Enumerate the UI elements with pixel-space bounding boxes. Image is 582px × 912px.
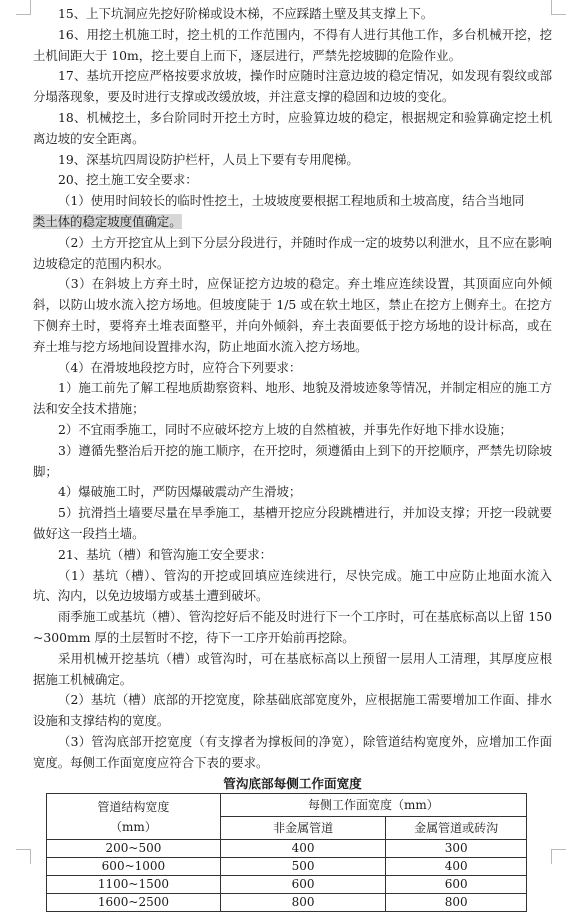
table-row bbox=[47, 840, 527, 858]
paragraph: （1）基坑（槽）、管沟的开挖或回填应连续进行，尽快完成。施工中应防止地面水流入坑、沟内，以免边坡塌方或基土遭到破坏。 bbox=[33, 567, 552, 604]
paragraph: （2）土方开挖宜从上到下分层分段进行，并随时作成一定的坡势以利泄水，且不应在影响边坡稳定的范围内积水。 bbox=[33, 234, 552, 271]
table-cell: 200~500 bbox=[47, 840, 221, 858]
table-row bbox=[47, 894, 527, 912]
paragraph: 18、机械挖土，多台阶同时开挖土方时，应验算边坡的稳定，根据规定和验算确定挖土机离边坡的安全距离。 bbox=[33, 109, 552, 146]
selected-text-highlight: 类土体的稳定坡度值确定。 bbox=[33, 213, 182, 229]
paragraph: 5）抗滑挡土墙要尽量在旱季施工，基槽开挖应分段跳槽进行，并加设支撑；开挖一段就要做好这一段挡土墙。 bbox=[33, 505, 552, 541]
table-cell: 300 bbox=[386, 840, 527, 858]
paragraph: 2）不宜雨季施工，同时不应破坏挖方上坡的自然植被，并事先作好地下排水设施； bbox=[58, 421, 512, 437]
crop-mark-bottom-right bbox=[551, 849, 566, 864]
table-cell: 400 bbox=[386, 858, 527, 876]
table-cell: 600 bbox=[386, 876, 527, 894]
header-non-metal-pipe: 非金属管道 bbox=[220, 817, 385, 840]
crop-mark-top-right bbox=[551, 0, 566, 15]
work-face-width-table bbox=[46, 793, 527, 912]
paragraph: 4）爆破施工时，严防因爆破震动产生滑坡； bbox=[58, 484, 302, 500]
paragraph: （2）基坑（槽）底部的开挖宽度，除基础底部宽度外，应根据施工需要增加工作面、排水设施和支撑结构的宽度。 bbox=[33, 692, 552, 729]
paragraph: 15、上下坑洞应先挖好阶梯或设木梯，不应踩踏土壁及其支撑上下。 bbox=[58, 6, 434, 21]
paragraph: （3）管沟底部开挖宽度（有支撑者为撑板间的净宽），除管道结构宽度外，应增加工作面宽度。每侧工作面宽度应符合下表的要求。 bbox=[33, 733, 552, 770]
table-row bbox=[47, 876, 527, 894]
table-cell: 600~1000 bbox=[47, 858, 221, 876]
paragraph bbox=[33, 212, 552, 233]
table-cell: 1100~1500 bbox=[47, 876, 221, 894]
crop-mark-bottom-left bbox=[16, 849, 31, 864]
paragraph: 雨季施工或基坑（槽）、管沟挖好后不能及时进行下一个工序时，可在基底标高以上留 150~300mm 厚的土层暂时不挖，待下一工序开始前再挖除。 bbox=[33, 609, 552, 645]
header-work-face-width: 每侧工作面宽度（mm） bbox=[220, 794, 526, 817]
paragraph-list bbox=[33, 4, 552, 773]
paragraph: 17、基坑开挖应严格按要求放坡，操作时应随时注意边坡的稳定情况，如发现有裂纹或部分塌落现象，要及时进行支撑或改缓放坡，并注意支撑的稳固和边坡的变化。 bbox=[33, 68, 552, 105]
paragraph: 21、基坑（槽）和管沟施工安全要求： bbox=[58, 546, 273, 562]
table-caption: 管沟底部每侧工作面宽度 bbox=[223, 776, 362, 792]
header-metal-pipe-or-brick: 金属管道或砖沟 bbox=[386, 817, 527, 840]
table-header-row bbox=[47, 794, 527, 817]
crop-mark-top-left bbox=[16, 0, 31, 15]
paragraph: 16、用挖土机施工时，挖土机的工作范围内，不得有人进行其他工作，多台机械开挖，挖土机间距大于 10m，挖土要自上而下，逐层进行，严禁先挖坡脚的危险作业。 bbox=[33, 26, 552, 63]
paragraph: 19、深基坑四周设防护栏杆，人员上下要有专用爬梯。 bbox=[58, 151, 359, 167]
header-pipe-width-unit: （mm） bbox=[110, 819, 157, 834]
table-row bbox=[47, 858, 527, 876]
paragraph: 1）施工前先了解工程地质勘察资料、地形、地貌及滑坡迹象等情况，并制定相应的施工方法和安全技术措施； bbox=[33, 380, 552, 417]
header-pipe-width-line1: 管道结构宽度 bbox=[97, 799, 170, 814]
paragraph: 采用机械开挖基坑（槽）或管沟时，可在基底标高以上预留一层用人工清理，其厚度应根据施工机械确定。 bbox=[33, 650, 552, 687]
table-cell: 400 bbox=[220, 840, 385, 858]
table-cell: 800 bbox=[220, 894, 385, 912]
document-body bbox=[33, 4, 552, 912]
table-cell: 800 bbox=[386, 894, 527, 912]
table-cell: 1600~2500 bbox=[47, 894, 221, 912]
table-cell: 500 bbox=[220, 858, 385, 876]
table-cell: 600 bbox=[220, 876, 385, 894]
paragraph: （4）在滑坡地段挖方时，应符合下列要求： bbox=[58, 359, 302, 375]
paragraph: 3）遵循先整治后开挖的施工顺序，在开挖时，须遵循由上到下的开挖顺序，严禁先切除坡脚； bbox=[33, 442, 552, 479]
paragraph: 20、挖土施工安全要求： bbox=[58, 172, 198, 188]
paragraph: （1）使用时间较长的临时性挖土，土坡坡度要根据工程地质和土坡高度，结合当地同 bbox=[58, 193, 525, 209]
header-pipe-width bbox=[47, 794, 221, 840]
paragraph: （3）在斜坡上方弃土时，应保证挖方边坡的稳定。弃土堆应连续设置，其顶面应向外倾斜，以防山坡水流入挖方场地。但坡度陡于 1/5 或在软土地区，禁止在挖方上侧弃土。在挖方下侧弃土时，要将弃土堆表面整平，并向外倾斜，弃土表面要低于挖方场地的设计标高，或在弃土堆与挖方场地间设置排水沟，防止地面水流入挖方场地。 bbox=[33, 276, 552, 354]
